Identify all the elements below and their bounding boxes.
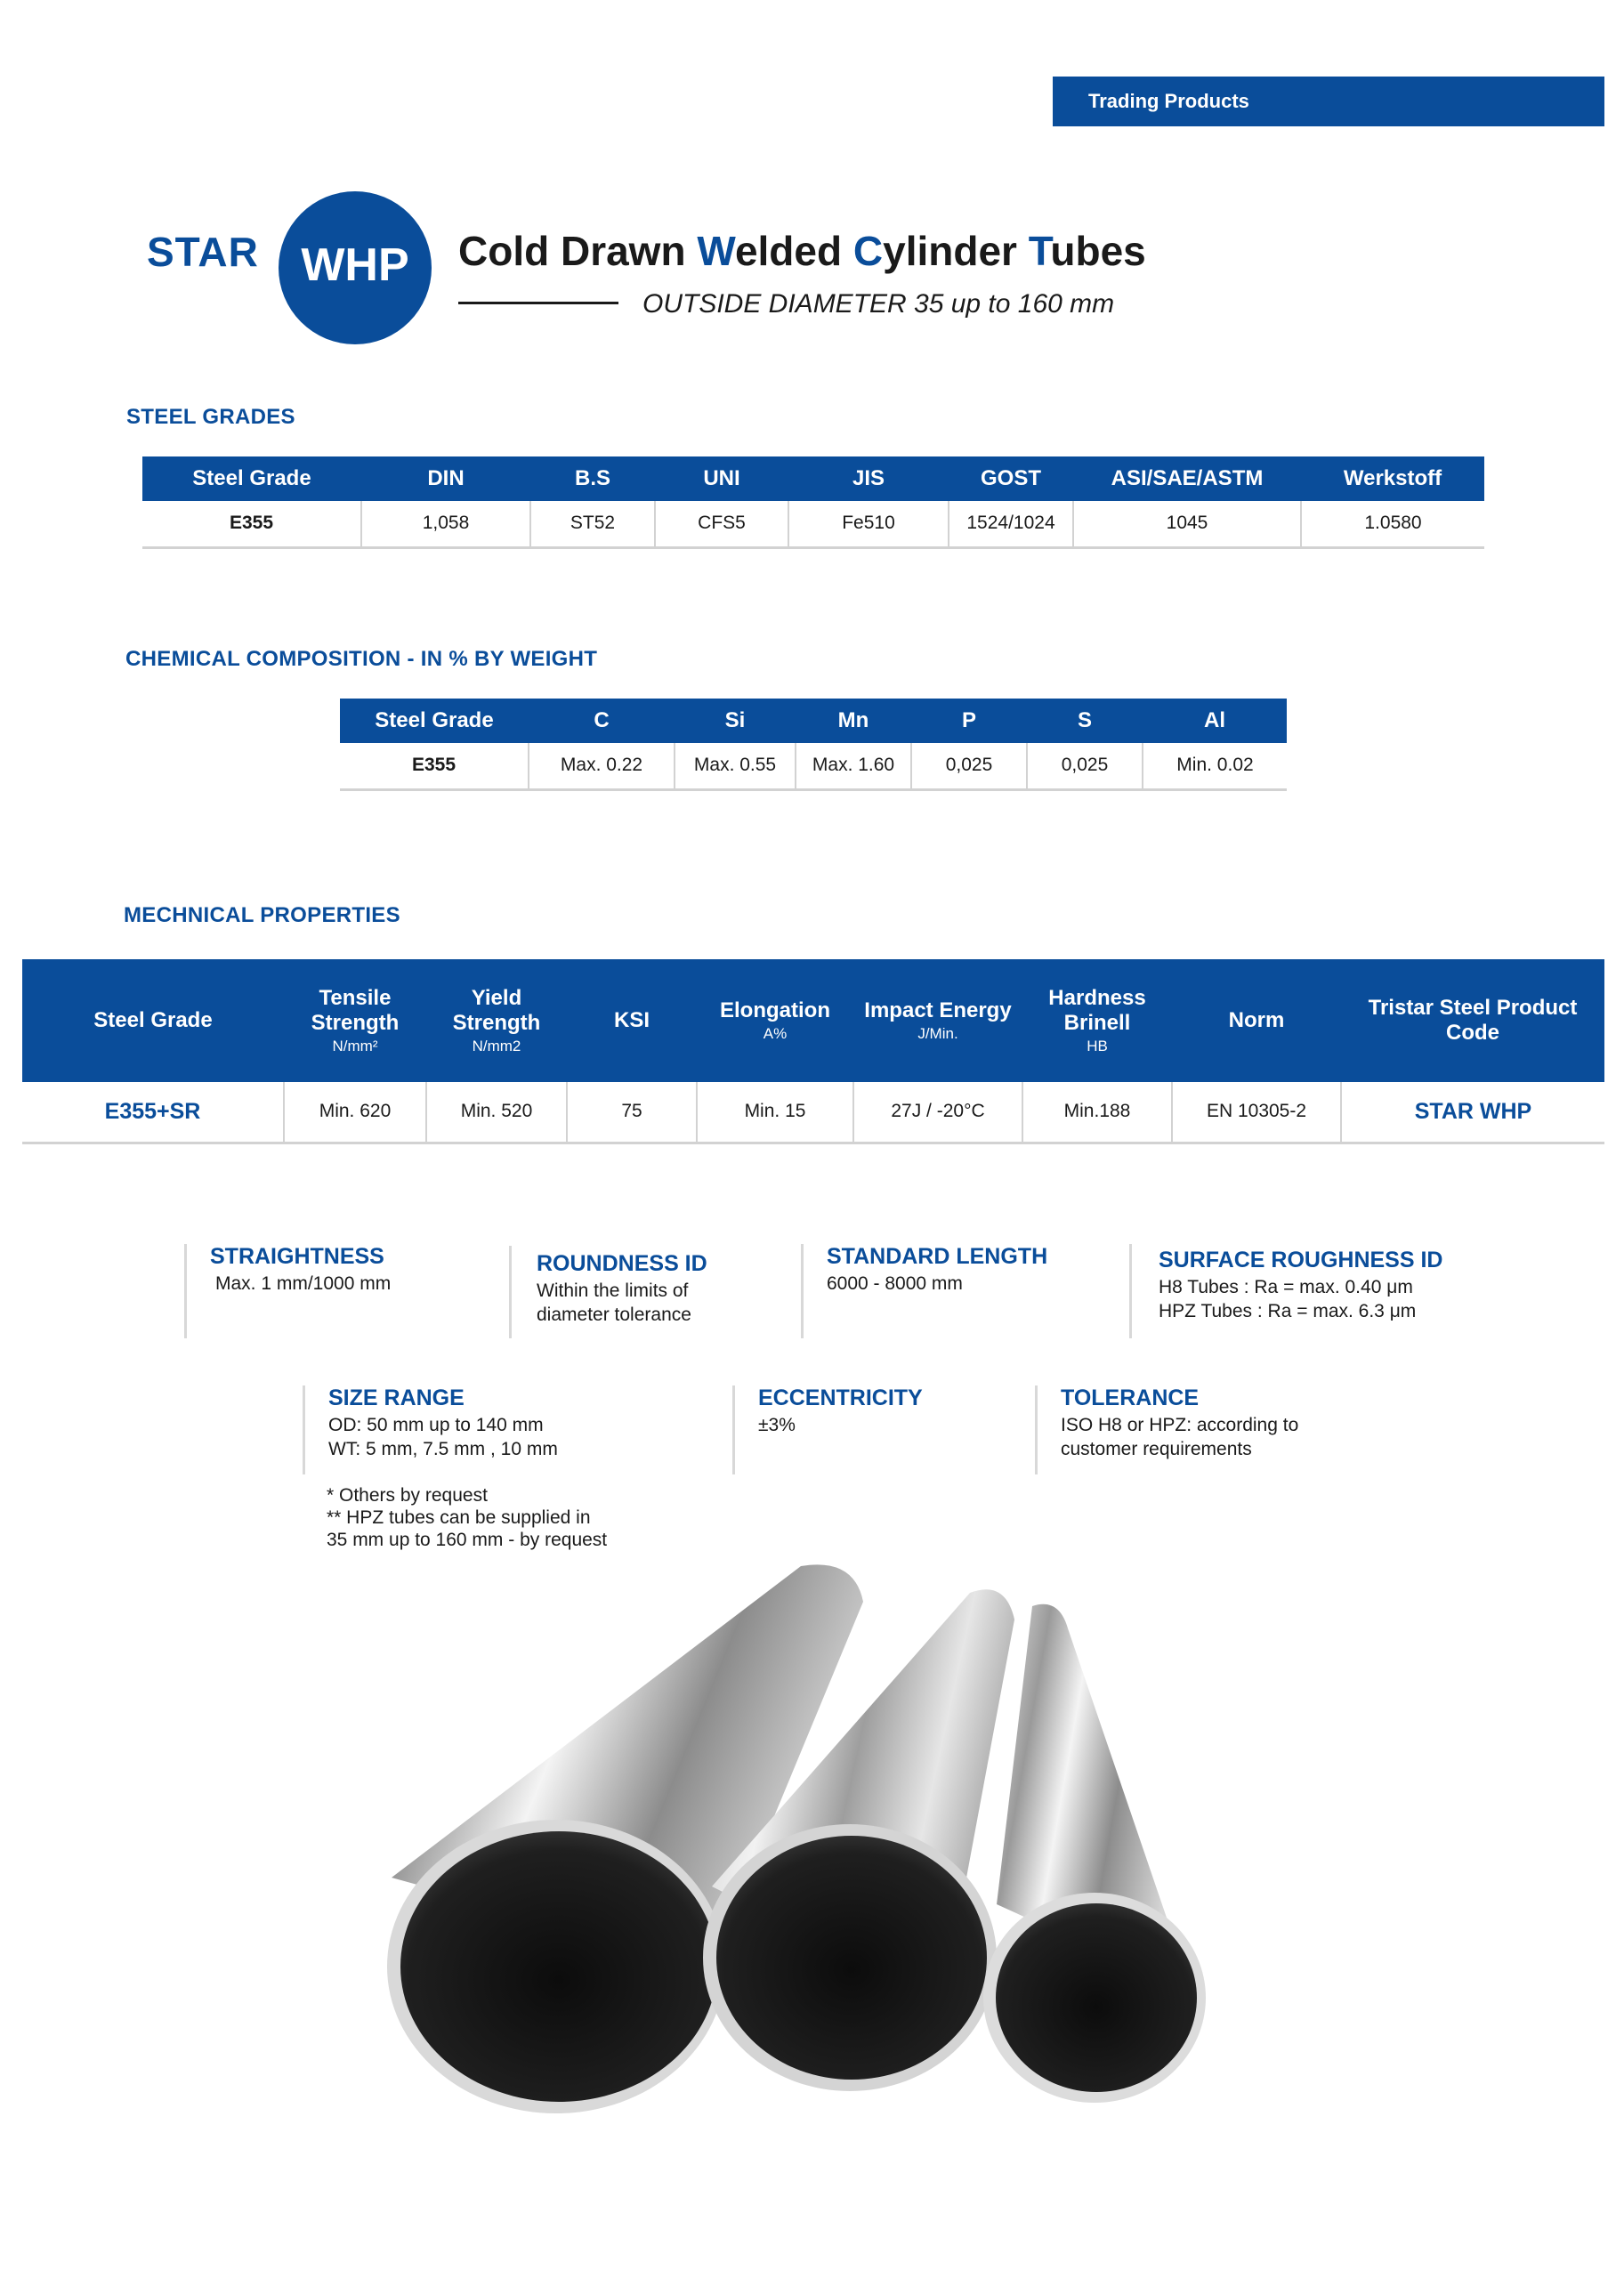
chemical-composition-title: CHEMICAL COMPOSITION - IN % BY WEIGHT <box>125 647 598 671</box>
steel-grades-table <box>142 456 1484 549</box>
size-notes <box>327 1484 607 1551</box>
spec-line: OD: 50 mm up to 140 mm <box>328 1415 544 1435</box>
header-label: Yield Strength <box>452 986 541 1035</box>
medium-tube-opening <box>716 1836 987 2080</box>
mechanical-cell: 27J / -20°C <box>853 1082 1022 1143</box>
chemical-cell: Max. 0.22 <box>529 743 675 789</box>
mechanical-cell: Min. 620 <box>284 1082 426 1143</box>
chemical-header: S <box>1027 699 1143 743</box>
mechanical-header <box>22 959 284 1082</box>
spec-line: H8 Tubes : Ra = max. 0.40 μm <box>1159 1277 1413 1297</box>
steel-grades-cell: 1,058 <box>361 501 530 547</box>
header-label: Tensile Strength <box>311 986 400 1035</box>
steel-grades-header: GOST <box>949 456 1073 501</box>
mechanical-header <box>853 959 1022 1082</box>
mechanical-cell: Min. 520 <box>426 1082 567 1143</box>
steel-grades-header: Werkstoff <box>1301 456 1484 501</box>
header-unit: N/mm² <box>332 1038 378 1054</box>
header-label: Steel Grade <box>93 1008 213 1032</box>
mechanical-header <box>567 959 697 1082</box>
header-label: Elongation <box>720 998 830 1022</box>
mechanical-header <box>1022 959 1172 1082</box>
chemical-cell: Max. 0.55 <box>675 743 796 789</box>
steel-grades-cell: CFS5 <box>655 501 788 547</box>
steel-grades-cell: ST52 <box>530 501 655 547</box>
mechanical-header <box>426 959 567 1082</box>
header-unit: A% <box>763 1025 788 1042</box>
spec-standard-length <box>801 1244 1047 1338</box>
spec-title: STRAIGHTNESS <box>210 1244 384 1269</box>
chemical-header: C <box>529 699 675 743</box>
header-unit: N/mm2 <box>472 1038 521 1054</box>
chemical-header: Mn <box>796 699 911 743</box>
steel-grades-header: Steel Grade <box>142 456 361 501</box>
spec-roundness <box>509 1246 707 1338</box>
spec-title: ECCENTRICITY <box>758 1385 923 1410</box>
mechanical-cell: STAR WHP <box>1341 1082 1604 1143</box>
spec-title: ROUNDNESS ID <box>537 1251 707 1276</box>
mechanical-cell: Min.188 <box>1022 1082 1172 1143</box>
chemical-header: Steel Grade <box>340 699 529 743</box>
mechanical-header <box>1341 959 1604 1082</box>
mechanical-properties-table <box>22 959 1604 1144</box>
title-accent: C <box>852 228 884 274</box>
mechanical-cell: E355+SR <box>22 1082 284 1143</box>
steel-grades-header: B.S <box>530 456 655 501</box>
chemical-cell: E355 <box>340 743 529 789</box>
table-row <box>340 743 1287 789</box>
logo-whp-text: WHP <box>301 239 409 291</box>
spec-line: ±3% <box>758 1415 796 1435</box>
mechanical-cell: Min. 15 <box>697 1082 853 1143</box>
note-line: * Others by request <box>327 1485 488 1506</box>
note-line: ** HPZ tubes can be supplied in <box>327 1507 591 1528</box>
trading-products-tag: Trading Products <box>1053 77 1604 126</box>
header-label: KSI <box>613 1008 650 1032</box>
spec-line: customer requirements <box>1061 1439 1252 1459</box>
spec-line: diameter tolerance <box>537 1305 691 1325</box>
header-unit: J/Min. <box>917 1025 958 1042</box>
spec-line: HPZ Tubes : Ra = max. 6.3 μm <box>1159 1301 1417 1321</box>
mechanical-cell: 75 <box>567 1082 697 1143</box>
spec-straightness <box>184 1244 391 1338</box>
title-part: Cold Drawn <box>458 228 698 274</box>
steel-grades-cell: Fe510 <box>788 501 949 547</box>
title-divider <box>458 302 618 304</box>
title-part: ubes <box>1050 228 1146 274</box>
steel-grades-header: DIN <box>361 456 530 501</box>
mechanical-header <box>697 959 853 1082</box>
chemical-cell: Min. 0.02 <box>1143 743 1287 789</box>
spec-title: TOLERANCE <box>1061 1385 1200 1410</box>
small-tube-opening <box>996 1903 1197 2092</box>
steel-grades-cell: E355 <box>142 501 361 547</box>
header-label: Impact Energy <box>864 998 1012 1022</box>
large-tube-opening <box>400 1831 717 2102</box>
header-label: Tristar Steel Product Code <box>1368 996 1578 1045</box>
logo-star-text: STAR <box>147 229 259 275</box>
spec-title: SURFACE ROUGHNESS ID <box>1159 1248 1443 1272</box>
steel-grades-cell: 1524/1024 <box>949 501 1073 547</box>
chemical-header: P <box>911 699 1027 743</box>
chemical-cell: 0,025 <box>1027 743 1143 789</box>
table-row <box>142 501 1484 547</box>
chemical-cell: Max. 1.60 <box>796 743 911 789</box>
title-accent: T <box>1028 228 1051 274</box>
spec-line: Within the limits of <box>537 1280 689 1301</box>
spec-title: STANDARD LENGTH <box>827 1244 1048 1269</box>
mechanical-header <box>284 959 426 1082</box>
header-label: Norm <box>1228 1008 1285 1032</box>
mechanical-cell: EN 10305-2 <box>1172 1082 1341 1143</box>
chemical-header: Si <box>675 699 796 743</box>
mechanical-header <box>1172 959 1341 1082</box>
steel-grades-header: UNI <box>655 456 788 501</box>
steel-grades-cell: 1.0580 <box>1301 501 1484 547</box>
spec-tolerance <box>1035 1385 1298 1474</box>
table-row <box>22 1082 1604 1143</box>
title-accent: W <box>697 228 735 274</box>
spec-surface-roughness <box>1129 1244 1442 1338</box>
mechanical-properties-title: MECHNICAL PROPERTIES <box>124 903 400 927</box>
spec-line: Max. 1 mm/1000 mm <box>215 1273 392 1294</box>
spec-line: ISO H8 or HPZ: according to <box>1061 1415 1299 1435</box>
chemical-header: Al <box>1143 699 1287 743</box>
page-subtitle: OUTSIDE DIAMETER 35 up to 160 mm <box>642 289 1115 319</box>
header-unit: HB <box>1087 1038 1108 1054</box>
title-part: ylinder <box>883 228 1029 274</box>
spec-title: SIZE RANGE <box>328 1385 465 1410</box>
page-title <box>458 227 1146 275</box>
steel-grades-title: STEEL GRADES <box>126 405 295 429</box>
chemical-composition-table <box>340 699 1287 791</box>
spec-line: WT: 5 mm, 7.5 mm , 10 mm <box>328 1439 558 1459</box>
spec-line: 6000 - 8000 mm <box>827 1273 963 1294</box>
spec-size-range <box>303 1385 558 1474</box>
steel-grades-header: ASI/SAE/ASTM <box>1073 456 1301 501</box>
chemical-cell: 0,025 <box>911 743 1027 789</box>
spec-eccentricity <box>732 1385 923 1474</box>
note-line: 35 mm up to 160 mm - by request <box>327 1530 608 1550</box>
header-label: Hardness Brinell <box>1048 986 1146 1035</box>
steel-grades-cell: 1045 <box>1073 501 1301 547</box>
steel-grades-header: JIS <box>788 456 949 501</box>
steel-tubes-illustration <box>356 1548 1246 2118</box>
title-part: elded <box>734 228 853 274</box>
